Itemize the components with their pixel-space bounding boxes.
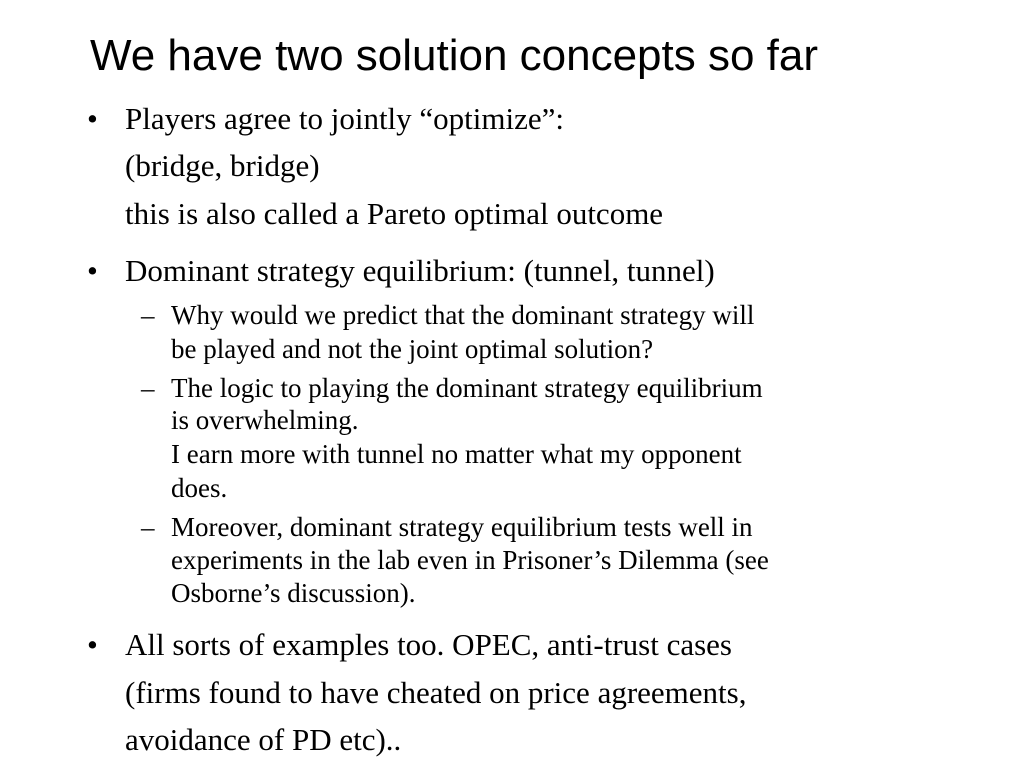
bullet-text: All sorts of examples too. OPEC, anti-trust cases <box>125 627 732 662</box>
sub-bullet-text: I earn more with tunnel no matter what my opponent <box>171 439 742 469</box>
bullet-text: Players agree to jointly “optimize”: <box>125 101 565 136</box>
sub-bullet-marker: – <box>141 512 155 542</box>
slide-title: We have two solution concepts so far <box>90 31 819 80</box>
sub-bullet-text: Why would we predict that the dominant strategy will <box>171 300 755 330</box>
bullet-marker: • <box>87 253 98 288</box>
sub-bullet-marker: – <box>141 373 155 403</box>
bullet-marker: • <box>87 101 98 136</box>
bullet-marker: • <box>87 627 98 662</box>
bullet-text: this is also called a Pareto optimal outcome <box>125 196 664 231</box>
sub-bullet-text: The logic to playing the dominant strategy equilibrium <box>171 373 763 403</box>
bullet-text: (firms found to have cheated on price agreements, <box>125 675 747 710</box>
bullet-text: (bridge, bridge) <box>125 148 320 183</box>
sub-bullet-marker: – <box>141 300 155 330</box>
sub-bullet-text: experiments in the lab even in Prisoner’s Dilemma (see <box>171 545 769 575</box>
sub-bullet-text: Moreover, dominant strategy equilibrium tests well in <box>171 512 753 542</box>
bullet-text: avoidance of PD etc).. <box>125 722 402 757</box>
sub-bullet-text: is overwhelming. <box>171 405 359 435</box>
sub-bullet-text: does. <box>171 473 228 503</box>
sub-bullet-text: be played and not the joint optimal solution? <box>171 334 654 364</box>
bullet-text: Dominant strategy equilibrium: (tunnel, tunnel) <box>125 253 715 288</box>
sub-bullet-text: Osborne’s discussion). <box>171 578 416 608</box>
